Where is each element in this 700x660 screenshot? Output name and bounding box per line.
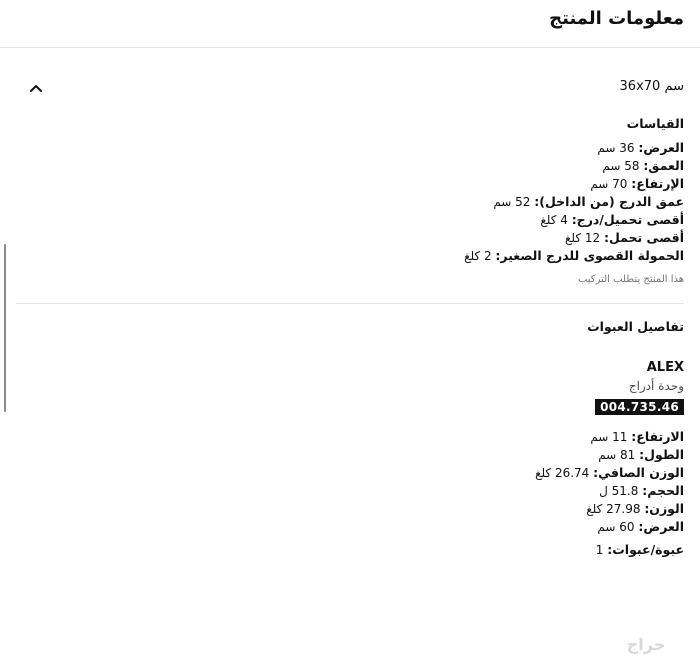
haraj-watermark-logo (600, 632, 692, 656)
package-label: العرض: (638, 519, 684, 534)
measurement-label: العمق: (643, 158, 684, 173)
package-value: 26.74 كلغ (535, 466, 590, 480)
package-value: 11 سم (590, 430, 628, 444)
measurement-row (597, 139, 684, 157)
package-value: 81 سم (598, 448, 636, 462)
measurement-row (590, 175, 684, 193)
package-value: 60 سم (597, 520, 635, 534)
package-label: الطول: (639, 447, 684, 462)
svg-text:حراج: حراج (626, 635, 666, 654)
measurement-label: أقصى تحمل: (603, 230, 684, 245)
measurements-title: القياسات (626, 116, 684, 131)
measurement-row (602, 157, 684, 175)
product-name: ALEX (646, 360, 684, 375)
measurement-row (565, 229, 684, 247)
measurement-label: أقصى تحميل/درج: (571, 212, 684, 227)
measurement-label: العرض: (638, 140, 684, 155)
measurement-row (464, 247, 684, 265)
product-info-header (0, 0, 700, 48)
chevron-up-icon[interactable] (26, 78, 46, 98)
package-value: 27.98 كلغ (586, 502, 641, 516)
package-row (535, 464, 684, 482)
package-row (599, 482, 684, 500)
measurement-label: عمق الدرج (من الداخل): (534, 194, 684, 209)
measurement-value: 36 سم (597, 141, 635, 155)
packages-title: تفاصيل العبوات (587, 319, 684, 334)
package-count-value: 1 (595, 543, 604, 557)
assembly-note: هذا المنتج يتطلب التركيب (577, 274, 684, 285)
package-label: الارتفاع: (631, 429, 684, 444)
article-number-badge: 004.735.46 (595, 399, 684, 415)
measurement-row (540, 211, 684, 229)
scrollbar[interactable] (4, 244, 6, 412)
size-accordion-header[interactable] (16, 74, 684, 102)
package-count-row (596, 541, 684, 559)
page-title: معلومات المنتج (549, 8, 684, 29)
product-type: وحدة أدراج (628, 379, 684, 393)
measurement-value: 2 كلغ (464, 249, 492, 263)
package-row (586, 500, 684, 518)
package-count-label: عبوة/عبوات: (607, 542, 684, 557)
measurement-label: الحمولة القصوى للدرج الصغير: (495, 248, 684, 263)
measurement-value: 70 سم (590, 177, 628, 191)
measurement-value: 12 كلغ (564, 231, 601, 245)
package-label: الحجم: (642, 483, 684, 498)
measurement-label: الإرتفاع: (631, 176, 684, 191)
package-label: الوزن الصافي: (593, 465, 684, 480)
package-row (598, 446, 684, 464)
measurement-value: 58 سم (602, 159, 640, 173)
size-label: 36x70 سم (619, 79, 684, 94)
measurement-value: 52 سم (493, 195, 531, 209)
package-row (597, 518, 684, 536)
package-row (590, 428, 684, 446)
measurement-row (493, 193, 684, 211)
section-divider (16, 303, 684, 304)
package-value: 51.8 ل (599, 484, 639, 498)
package-label: الوزن: (644, 501, 684, 516)
measurement-value: 4 كلغ (540, 213, 568, 227)
